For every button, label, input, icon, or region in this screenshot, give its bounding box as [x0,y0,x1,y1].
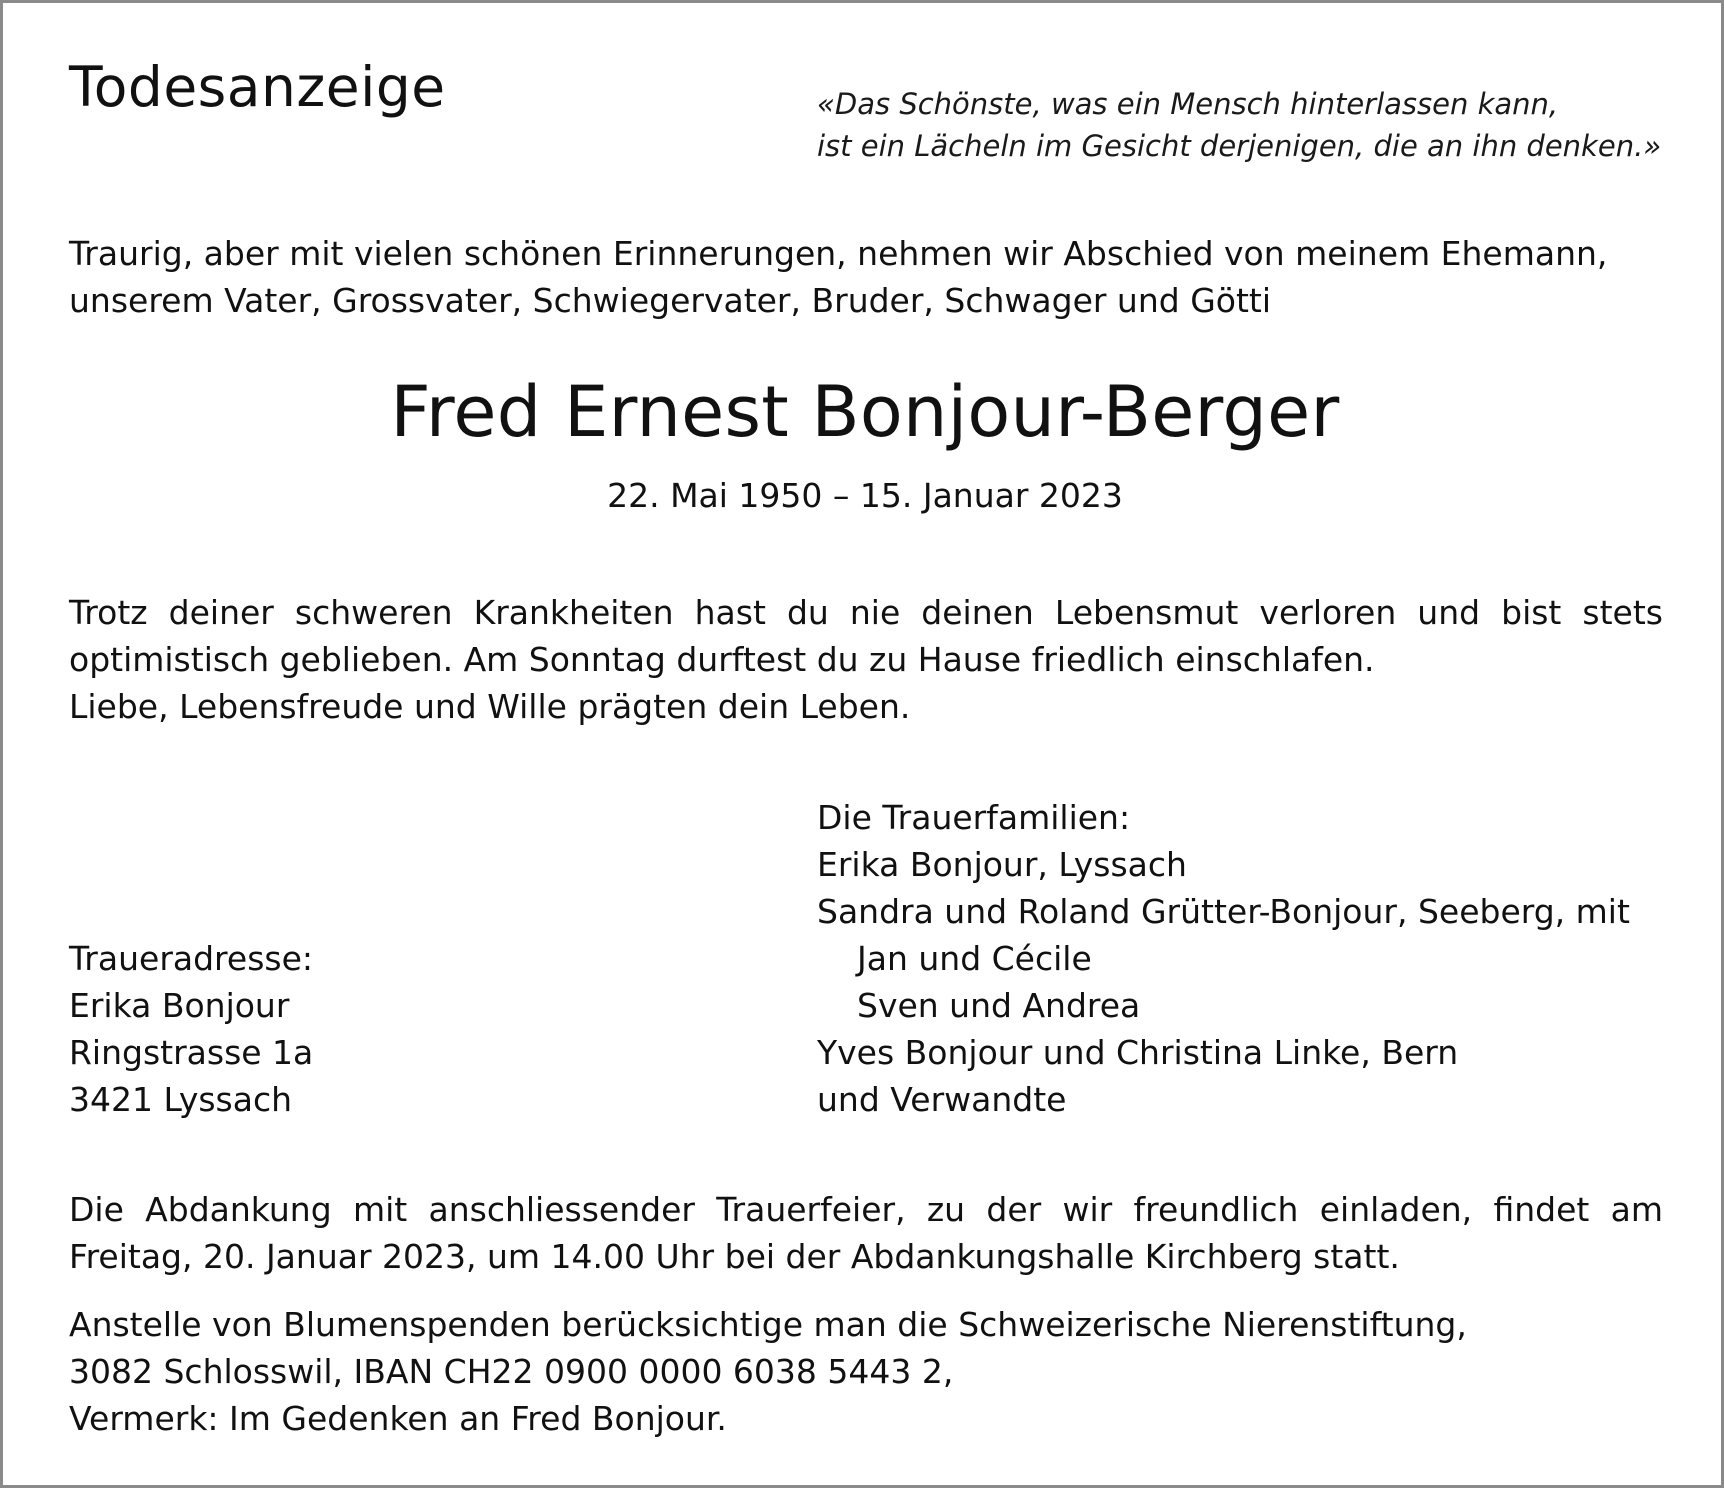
family-member: und Verwandte [817,1080,1067,1119]
family-member: Sandra und Roland Grütter-Bonjour, Seeberg, mit [817,892,1630,931]
family-heading: Die Trauerfamilien: [817,798,1131,837]
mourning-families [817,794,1630,1123]
intro-line-1: Traurig, aber mit vielen schönen Erinnerungen, nehmen wir Abschied von meinem Ehemann, [69,234,1608,273]
family-member: Erika Bonjour, Lyssach [817,845,1187,884]
life-dates: 22. Mai 1950 – 15. Januar 2023 [607,476,1123,515]
intro-text [69,230,1663,324]
deceased-name: Fred Ernest Bonjour-Berger [390,371,1340,453]
motto-line-1: «Das Schönste, was ein Mensch hinterlassen kann, [817,87,1559,121]
notice-heading: Todesanzeige [69,55,446,119]
funeral-service-text [69,1186,1663,1280]
donation-line-1: Anstelle von Blumenspenden berücksichtige man die Schweizerische Nierenstiftung, [69,1305,1467,1344]
memorial-line-3: Liebe, Lebensfreude und Wille prägten dein Leben. [69,687,911,726]
service-line-2: Freitag, 20. Januar 2023, um 14.00 Uhr bei der Abdankungshalle Kirchberg statt. [69,1237,1400,1276]
address-name: Erika Bonjour [69,986,290,1025]
donation-text [69,1301,1467,1442]
address-street: Ringstrasse 1a [69,1033,314,1072]
address-heading: Traueradresse: [69,939,314,978]
intro-line-2: unserem Vater, Grossvater, Schwiegervater, Bruder, Schwager und Götti [69,281,1272,320]
mourning-address [69,935,313,1123]
motto-quote [817,83,1661,167]
memorial-line-2: optimistisch geblieben. Am Sonntag durftest du zu Hause friedlich einschlafen. [69,640,1375,679]
donation-line-3: Vermerk: Im Gedenken an Fred Bonjour. [69,1399,727,1438]
donation-line-2: 3082 Schlosswil, IBAN CH22 0900 0000 6038 5443 2, [69,1352,954,1391]
memorial-text [69,589,1663,730]
memorial-line-1: Trotz deiner schweren Krankheiten hast du nie deinen Lebensmut verloren und bist stets [69,593,1663,632]
family-member: Yves Bonjour und Christina Linke, Bern [817,1033,1459,1072]
motto-line-2: ist ein Lächeln im Gesicht derjenigen, die an ihn denken.» [817,129,1662,163]
address-city: 3421 Lyssach [69,1080,293,1119]
family-member: Sven und Andrea [857,986,1141,1025]
service-line-1: Die Abdankung mit anschliessender Trauerfeier, zu der wir freundlich einladen, findet am [69,1190,1663,1229]
family-member: Jan und Cécile [857,939,1092,978]
